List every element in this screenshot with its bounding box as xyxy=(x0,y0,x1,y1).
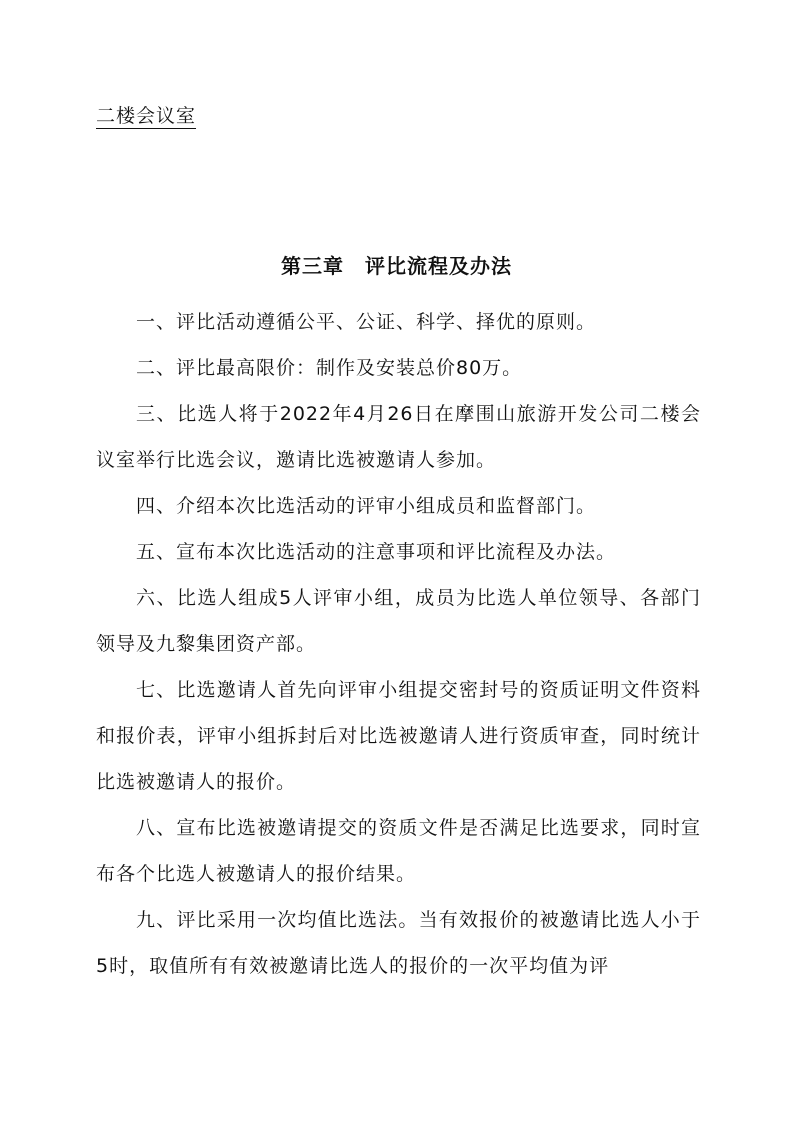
paragraph-9: 九、评比采用一次均值比选法。当有效报价的被邀请比选人小于5时，取值所有有效被邀请比选人的报价的一次平均值为评 xyxy=(96,909,701,977)
chapter-title: 第三章 评比流程及办法 xyxy=(281,254,512,278)
paragraph-1: 一、评比活动遵循公平、公证、科学、择优的原则。 xyxy=(136,311,597,333)
paragraph-3: 三、比选人将于2022年4月26日在摩围山旅游开发公司二楼会议室举行比选会议，邀请比选被邀请人参加。 xyxy=(96,403,701,471)
paragraph-6: 六、比选人组成5人评审小组，成员为比选人单位领导、各部门领导及九黎集团资产部。 xyxy=(96,587,701,655)
paragraph-8: 八、宣布比选被邀请提交的资质文件是否满足比选要求，同时宣布各个比选人被邀请人的报价结果。 xyxy=(96,817,701,885)
document-body xyxy=(96,299,701,989)
paragraph-2: 二、评比最高限价：制作及安装总价80万。 xyxy=(136,357,523,379)
paragraph-4: 四、介绍本次比选活动的评审小组成员和监督部门。 xyxy=(136,495,597,517)
paragraph-5: 五、宣布本次比选活动的注意事项和评比流程及办法。 xyxy=(136,541,617,563)
meeting-room-note: 二楼会议室 xyxy=(96,105,197,127)
paragraph-7: 七、比选邀请人首先向评审小组提交密封号的资质证明文件资料和报价表，评审小组拆封后对比选被邀请人进行资质审查，同时统计比选被邀请人的报价。 xyxy=(96,679,701,793)
